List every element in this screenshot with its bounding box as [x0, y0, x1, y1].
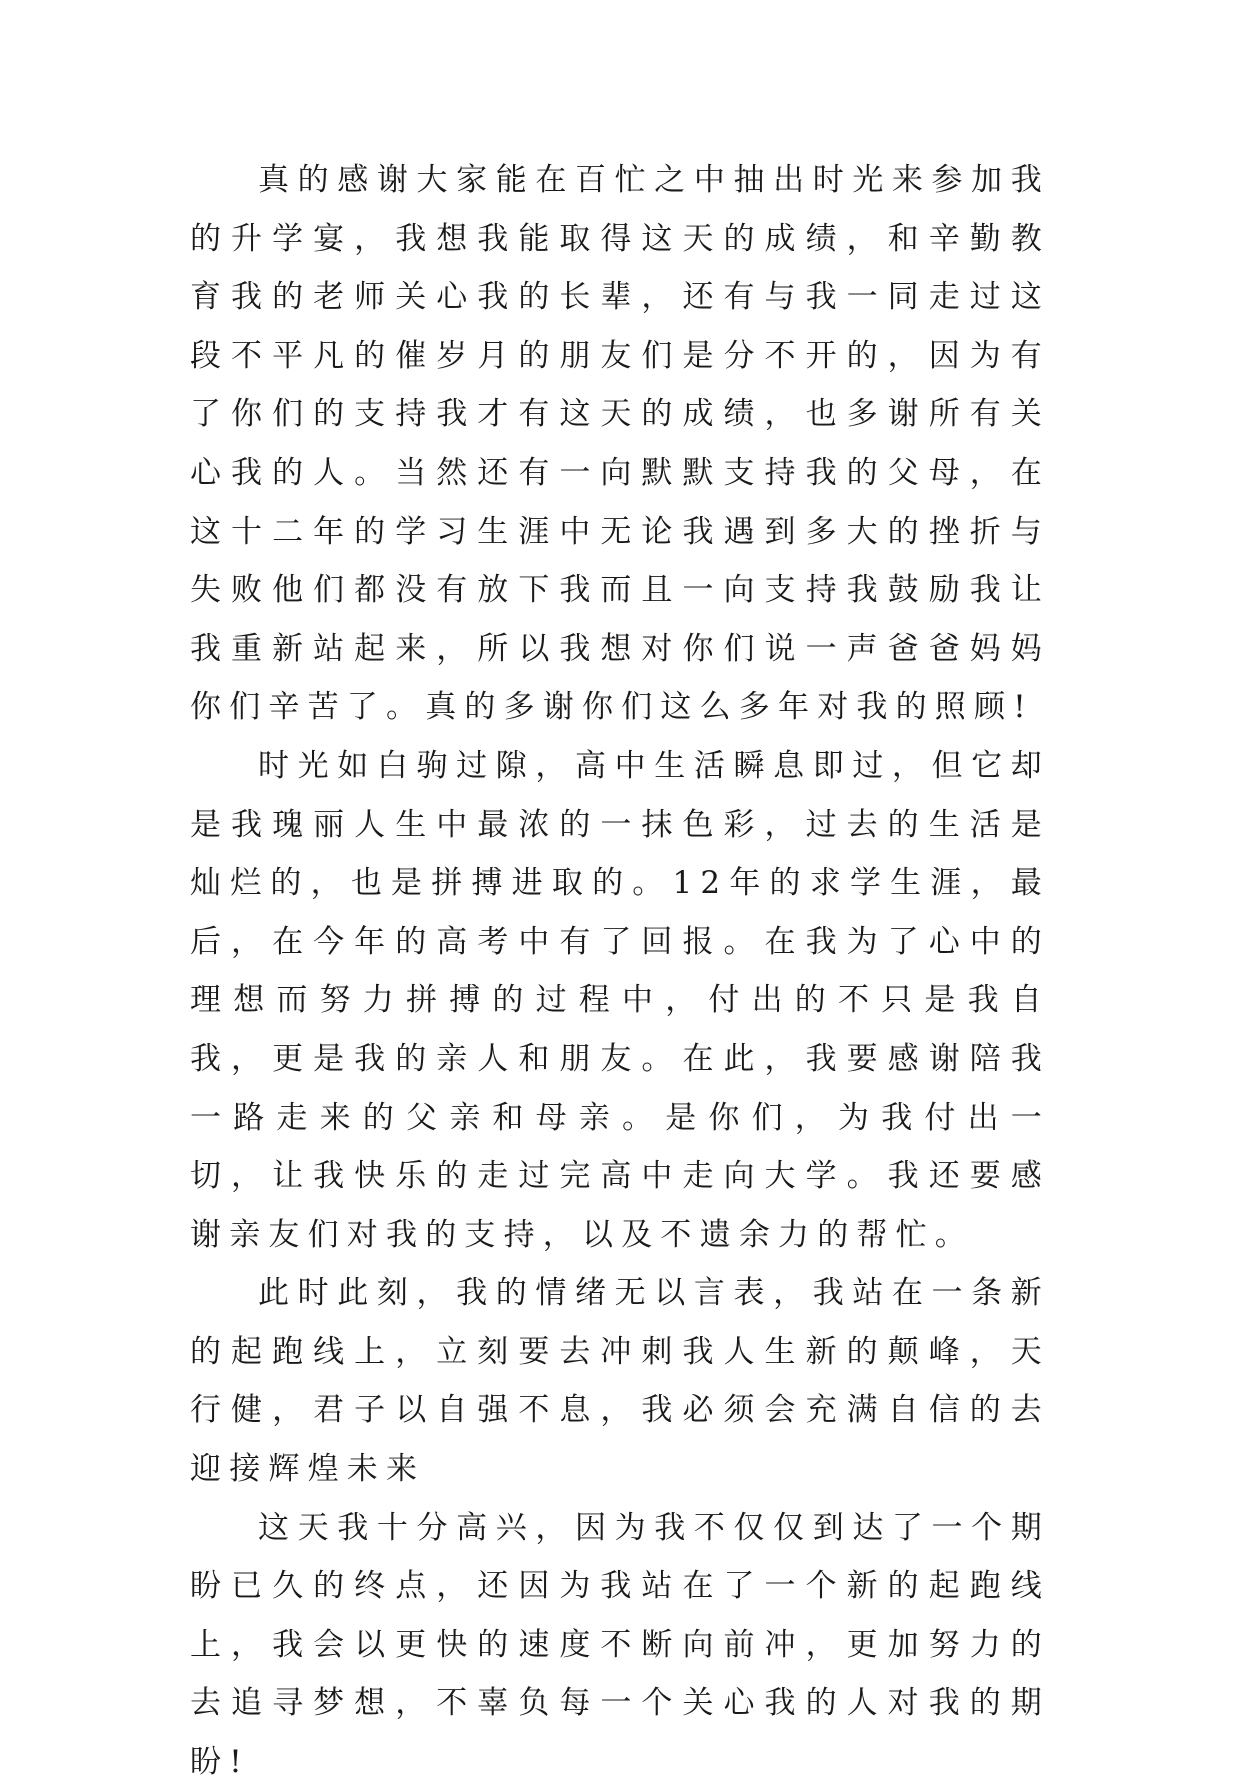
paragraph-gratitude-banquet: 真的感谢大家能在百忙之中抽出时光来参加我的升学宴，我想我能取得这天的成绩，和辛勤教育我的老师关心我的长辈，还有与我一同走过这段不平凡的催岁月的朋友们是分不开的，因为有了你们的支持我才有这天的成绩，也多谢所有关心我的人。当然还有一向默默支持我的父母，在这十二年的学习生涯中无论我遇到多大的挫折与失败他们都没有放下我而且一向支持我鼓励我让我重新站起来，所以我想对你们说一声爸爸妈妈你们辛苦了。真的多谢你们这么多年对我的照顾! — [190, 162, 1050, 726]
paragraph-high-school-years: 时光如白驹过隙，高中生活瞬息即过，但它却是我瑰丽人生中最浓的一抹色彩，过去的生活是灿烂的，也是拼搏进取的。12年的求学生涯，最后，在今年的高考中有了回报。在我为了心中的理想而努力拼搏的过程中，付出的不只是我自我，更是我的亲人和朋友。在此，我要感谢陪我一路走来的父亲和母亲。是你们，为我付出一切，让我快乐的走过完高中走向大学。我还要感谢亲友们对我的支持，以及不遗余力的帮忙。 — [190, 747, 1050, 1253]
paragraph-new-starting-line: 此时此刻，我的情绪无以言表，我站在一条新的起跑线上，立刻要去冲刺我人生新的颠峰，天行健，君子以自强不息，我必须会充满自信的去迎接辉煌未来 — [190, 1275, 1050, 1488]
document-body — [190, 151, 1050, 1792]
paragraph-closing-wish: 这天我十分高兴，因为我不仅仅到达了一个期盼已久的终点，还因为我站在了一个新的起跑线上，我会以更快的速度不断向前冲，更加努力的去追寻梦想，不辜负每一个关心我的人对我的期盼! — [190, 1509, 1050, 1781]
